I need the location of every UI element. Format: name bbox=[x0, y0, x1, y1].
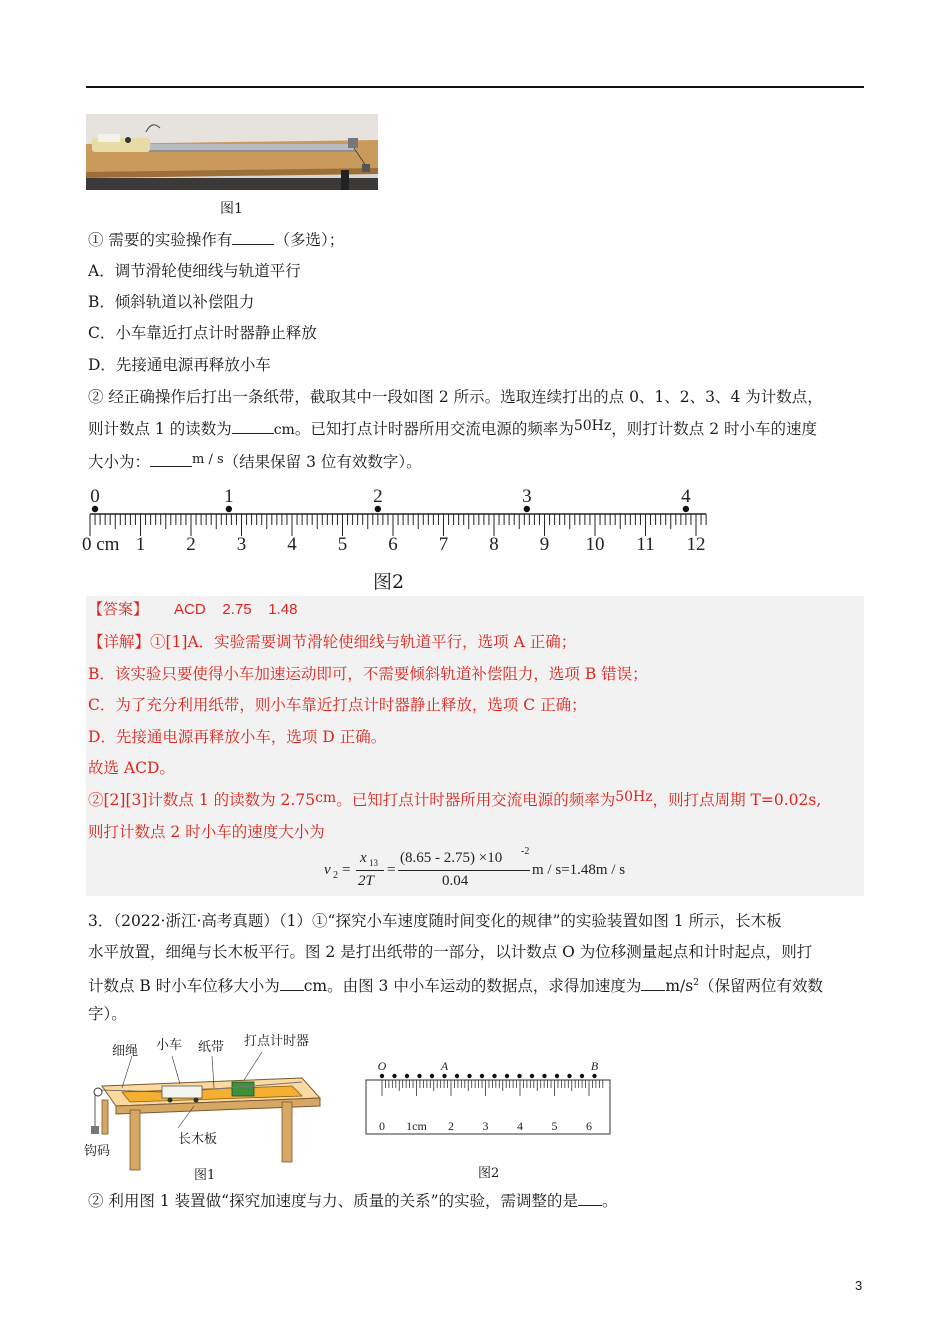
small-ruler-dot bbox=[405, 1074, 409, 1078]
answer-blank[interactable] bbox=[280, 976, 304, 991]
detail-line-3: C．为了充分利用纸带，则小车靠近打点计时器静止释放，选项 C 正确； bbox=[88, 696, 587, 714]
small-ruler-point-label: A bbox=[440, 1059, 449, 1073]
q3-figure-2-caption: 图2 bbox=[478, 1166, 500, 1181]
small-ruler-dot bbox=[580, 1074, 584, 1078]
small-ruler-point-label: O bbox=[377, 1059, 387, 1073]
q3-line2: 水平放置，细绳与长木板平行。图 2 是打出纸带的一部分，以计数点 O 为位移测量起点和计时起点，则打 bbox=[88, 943, 813, 961]
answer-blank[interactable] bbox=[641, 976, 665, 991]
q3-line3: 计数点 B 时小车位移大小为 cm。由图 3 中小车运动的数据点，求得加速度为 $m/s^2$（保留两位有效数 bbox=[88, 977, 823, 996]
q3-figure-1-apparatus: 细绳 小车 纸带 打点计时器 长木板 钩码 bbox=[82, 1026, 332, 1182]
small-ruler-dot bbox=[430, 1074, 434, 1078]
ruler-scale-label: 12 bbox=[686, 534, 706, 555]
small-ruler-dot bbox=[517, 1074, 521, 1078]
question-part2-line2: 则计数点 1 的读数为 cm。已知打点计时器所用交流电源的频率为50Hz，则打计数点 2 时小车的速度 bbox=[88, 418, 817, 438]
small-ruler-label: 3 bbox=[482, 1119, 489, 1133]
small-ruler-label: 2 bbox=[448, 1119, 454, 1133]
ruler-scale-label: 4 bbox=[287, 534, 297, 555]
answer-tag: 【答案】 bbox=[88, 601, 149, 618]
header-rule bbox=[86, 86, 864, 88]
ruler-scale-label: 3 bbox=[236, 534, 247, 555]
q3-line1: 3．（2022·浙江·高考真题）（1）①“探究小车速度随时间变化的规律”的实验装置如图 1 所示，长木板 bbox=[88, 912, 782, 930]
option-c: C．小车靠近打点计时器静止释放 bbox=[88, 324, 317, 342]
detail-line-6: ②[2][3]计数点 1 的读数为 2.75cm。已知打点计时器所用交流电源的频率为50Hz，则打点周期 T=0.02s, bbox=[88, 789, 822, 809]
q3-figure-2-ruler bbox=[360, 1054, 620, 1154]
ruler-scale-label: 11 bbox=[636, 534, 655, 555]
small-ruler-dot bbox=[492, 1074, 496, 1078]
answer-values: ACD 2.75 1.48 bbox=[174, 601, 298, 618]
ruler-scale-label: 8 bbox=[489, 534, 499, 555]
ruler-point-label: 2 bbox=[373, 486, 383, 507]
option-d: D．先接通电源再释放小车 bbox=[88, 356, 271, 374]
small-ruler-label: 6 bbox=[586, 1119, 592, 1133]
ruler-scale-label: 7 bbox=[438, 534, 449, 555]
small-ruler-dot bbox=[505, 1074, 509, 1078]
answer-blank[interactable] bbox=[232, 419, 274, 434]
small-ruler-point-label: B bbox=[590, 1059, 599, 1073]
small-ruler-dot bbox=[417, 1074, 421, 1078]
ruler-point-label: 0 bbox=[90, 486, 100, 507]
small-ruler-dot bbox=[380, 1074, 384, 1078]
option-b: B．倾斜轨道以补偿阻力 bbox=[88, 293, 255, 311]
q3-figure-1-caption: 图1 bbox=[194, 1168, 216, 1183]
option-a: A．调节滑轮使细线与轨道平行 bbox=[88, 262, 301, 280]
small-ruler-dot bbox=[530, 1074, 534, 1078]
detail-line-7: 则打计数点 2 时小车的速度大小为 bbox=[88, 823, 325, 841]
figure-1-photo bbox=[86, 114, 378, 190]
small-ruler-label: 0 bbox=[379, 1119, 385, 1133]
small-ruler-dot bbox=[392, 1074, 396, 1078]
ruler-scale-label: 9 bbox=[539, 534, 550, 555]
small-ruler-label: 5 bbox=[551, 1119, 558, 1133]
detail-line-2: B．该实验只要使得小车加速运动即可，不需要倾斜轨道补偿阻力，选项 B 错误； bbox=[88, 665, 648, 683]
ruler-point-label: 4 bbox=[681, 486, 691, 507]
small-ruler-label: 4 bbox=[517, 1119, 523, 1133]
q3-line5: ② 利用图 1 装置做“探究加速度与力、质量的关系”的实验，需调整的是 。 bbox=[88, 1192, 618, 1210]
small-ruler-label: 1cm bbox=[406, 1119, 427, 1133]
answer-blank[interactable] bbox=[578, 1191, 602, 1206]
question-part1-stem: ① 需要的实验操作有 （多选）； bbox=[88, 231, 345, 249]
answer-line bbox=[88, 600, 297, 620]
small-ruler-dot bbox=[442, 1074, 446, 1078]
answer-blank[interactable] bbox=[232, 230, 274, 245]
q3-line4: 字）。 bbox=[88, 1005, 127, 1023]
small-ruler-dot bbox=[467, 1074, 471, 1078]
ruler-point-label: 3 bbox=[522, 486, 532, 507]
small-ruler-dot bbox=[567, 1074, 571, 1078]
detail-line-5: 故选 ACD。 bbox=[88, 759, 175, 777]
ruler-scale-label: 2 bbox=[186, 534, 196, 555]
small-ruler-dot bbox=[592, 1074, 596, 1078]
small-ruler-dot bbox=[542, 1074, 546, 1078]
page-number: 3 bbox=[855, 1278, 863, 1293]
ruler-scale-label: 0 cm bbox=[82, 534, 120, 555]
velocity-formula: v 2 = x 13 2T = (8.65 - 2.75) ×10 -2 0.04 m / s=1.48m / s bbox=[324, 846, 626, 889]
question-part2-line1: ② 经正确操作后打出一条纸带，截取其中一段如图 2 所示。选取连续打出的点 0、1、2、3、4 为计数点， bbox=[88, 388, 823, 406]
detail-line-4: D．先接通电源再释放小车，选项 D 正确。 bbox=[88, 728, 387, 746]
ruler-scale-label: 6 bbox=[388, 534, 398, 555]
detail-line-1: 【详解】①[1]A．实验需要调节滑轮使细线与轨道平行，选项 A 正确； bbox=[88, 633, 577, 651]
answer-blank[interactable] bbox=[150, 452, 192, 467]
small-ruler-dot bbox=[455, 1074, 459, 1078]
figure-1-caption: 图1 bbox=[220, 201, 243, 217]
question-part2-line3: 大小为： $^{m / s}$（结果保留 3 位有效数字）。 bbox=[88, 452, 422, 471]
ruler-scale-label: 5 bbox=[337, 534, 348, 555]
ruler-scale-label: 10 bbox=[585, 534, 605, 555]
small-ruler-dot bbox=[555, 1074, 559, 1078]
ruler-scale-label: 1 bbox=[135, 534, 146, 555]
figure-2-caption: 图2 bbox=[373, 571, 405, 593]
ruler-point-label: 1 bbox=[224, 486, 234, 507]
small-ruler-dot bbox=[480, 1074, 484, 1078]
